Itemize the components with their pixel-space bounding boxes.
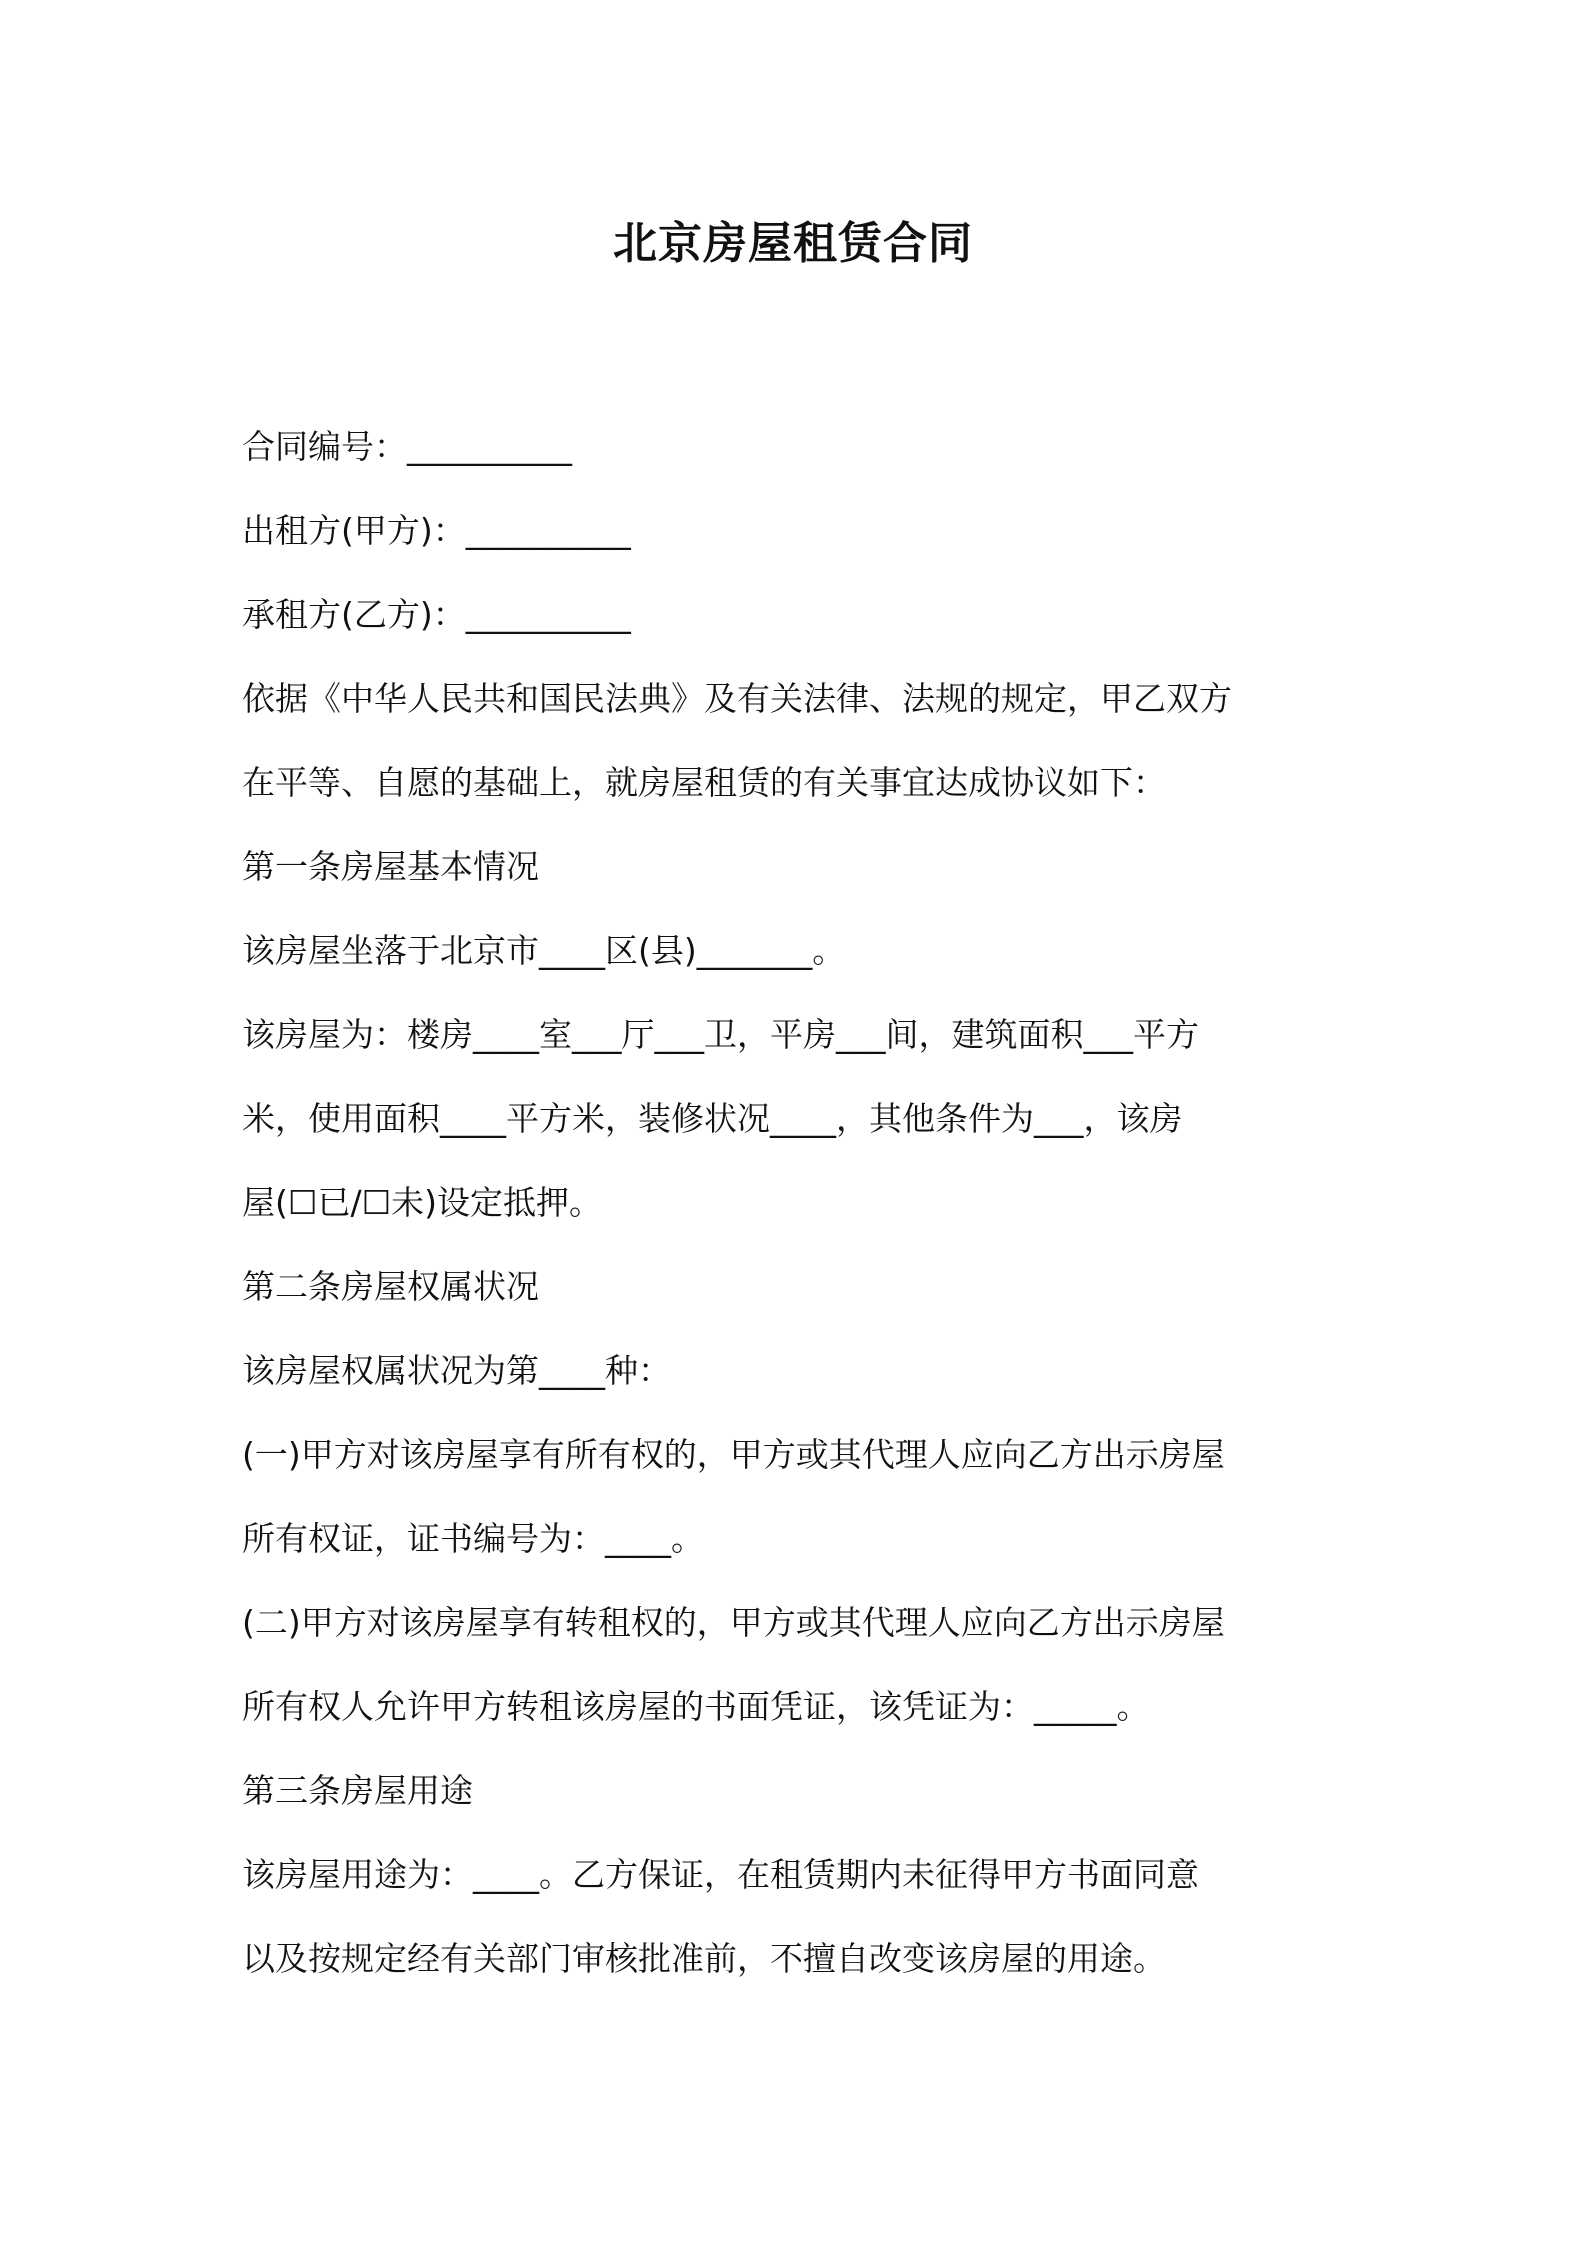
article-2-line: 所有权证，证书编号为：____。 xyxy=(242,1519,704,1558)
lessee-field: 承租方(乙方)：__________ xyxy=(242,595,631,634)
article-2-line: (一)甲方对该房屋享有所有权的，甲方或其代理人应向乙方出示房屋 xyxy=(242,1435,1225,1474)
article-1-line: 屋(☐已/☐未)设定抵押。 xyxy=(242,1183,603,1222)
article-2-line: (二)甲方对该房屋享有转租权的，甲方或其代理人应向乙方出示房屋 xyxy=(242,1603,1225,1642)
article-2-heading: 第二条房屋权属状况 xyxy=(242,1267,539,1306)
article-3-line: 该房屋用途为：____。乙方保证，在租赁期内未征得甲方书面同意 xyxy=(242,1855,1199,1894)
document-body xyxy=(242,405,1362,2001)
article-1-line: 该房屋坐落于北京市____区(县)_______。 xyxy=(242,931,846,970)
article-3-heading: 第三条房屋用途 xyxy=(242,1771,473,1810)
article-1-line: 米，使用面积____平方米，装修状况____，其他条件为___，该房 xyxy=(242,1099,1183,1138)
preamble-line: 在平等、自愿的基础上，就房屋租赁的有关事宜达成协议如下： xyxy=(242,763,1166,802)
article-2-line: 该房屋权属状况为第____种： xyxy=(242,1351,671,1390)
preamble-line: 依据《中华人民共和国民法典》及有关法律、法规的规定，甲乙双方 xyxy=(242,679,1232,718)
contract-number-field: 合同编号：__________ xyxy=(242,427,572,466)
article-3-line: 以及按规定经有关部门审核批准前，不擅自改变该房屋的用途。 xyxy=(242,1939,1166,1978)
document-title: 北京房屋租赁合同 xyxy=(613,218,973,269)
article-1-heading: 第一条房屋基本情况 xyxy=(242,847,539,886)
lessor-field: 出租方(甲方)：__________ xyxy=(242,511,631,550)
article-1-line: 该房屋为：楼房____室___厅___卫，平房___间，建筑面积___平方 xyxy=(242,1015,1199,1054)
article-2-line: 所有权人允许甲方转租该房屋的书面凭证，该凭证为：_____。 xyxy=(242,1687,1150,1726)
